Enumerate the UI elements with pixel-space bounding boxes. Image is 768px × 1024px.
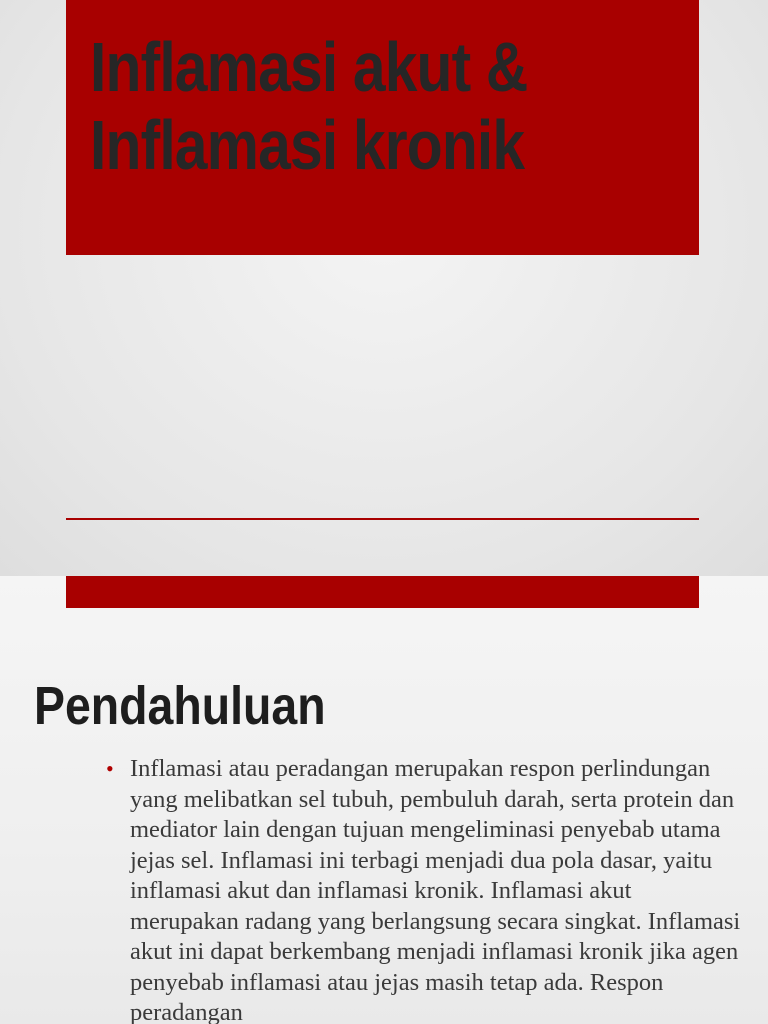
section-heading: Pendahuluan: [34, 676, 326, 736]
bullet-list: [106, 754, 746, 1024]
slide-title-line-1: Inflamasi akut &: [90, 28, 528, 106]
content-slide: [0, 576, 768, 1024]
title-divider-line: [66, 518, 699, 520]
bullet-text: Inflamasi atau peradangan merupakan respon perlindungan yang melibatkan sel tubuh, pembuluh darah, serta protein dan mediator lain dengan tujuan mengeliminasi penyebab utama jejas sel. Inflamasi ini terbagi menjadi dua pola dasar, yaitu inflamasi akut dan inflamasi kronik. Inflamasi akut merupakan radang yang berlangsung secara singkat. Inflamasi akut ini dapat berkembang menjadi inflamasi kronik jika agen penyebab inflamasi atau jejas masih tetap ada. Respon peradangan: [130, 755, 741, 1024]
slide-title: [90, 28, 594, 184]
bullet-item: [106, 754, 746, 1024]
bullet-icon: •: [106, 756, 114, 781]
header-accent-bar: [66, 576, 699, 608]
slide-title-line-2: Inflamasi kronik: [90, 106, 525, 184]
